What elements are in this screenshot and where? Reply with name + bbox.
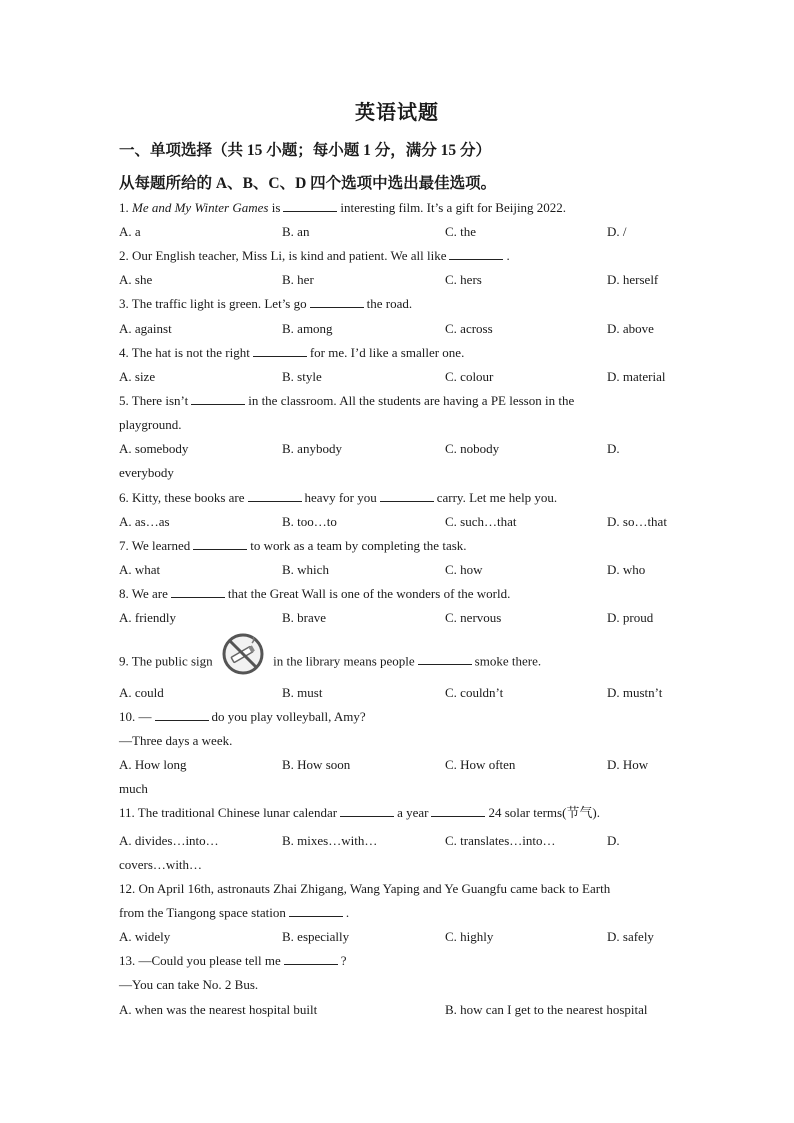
- question-11: 11. The traditional Chinese lunar calendar a year 24 solar terms(节气).: [119, 805, 601, 820]
- option-a: A. as…as: [119, 514, 170, 529]
- option-d: D.: [607, 441, 620, 456]
- answer-blank: [284, 952, 338, 965]
- answer-blank: [340, 804, 394, 817]
- option-b: B. How soon: [282, 757, 351, 772]
- question-9: 9. The public sign in the library means people smoke there.: [119, 633, 541, 692]
- question-10: 10. — do you play volleyball, Amy?: [119, 709, 366, 724]
- option-d-wrap: everybody: [119, 465, 174, 480]
- option-a: A. somebody: [119, 441, 189, 456]
- answer-blank: [193, 537, 247, 550]
- answer-blank: [418, 652, 472, 665]
- answer-blank: [171, 585, 225, 598]
- answer-blank: [283, 199, 337, 212]
- question-8: 8. We are that the Great Wall is one of the wonders of the world.: [119, 586, 511, 601]
- option-b: B. how can I get to the nearest hospital: [445, 1002, 648, 1017]
- option-b: B. brave: [282, 610, 327, 625]
- no-smoking-sign-icon: [222, 633, 264, 692]
- answer-blank: [289, 904, 343, 917]
- option-c: C. the: [445, 224, 477, 239]
- question-4: 4. The hat is not the right for me. I’d like a smaller one.: [119, 345, 465, 360]
- option-d: D. material: [607, 369, 666, 384]
- option-d: D. mustn’t: [607, 685, 663, 700]
- option-c: C. couldn’t: [445, 685, 504, 700]
- option-a: A. she: [119, 272, 153, 287]
- answer-blank: [449, 247, 503, 260]
- option-d-wrap: covers…with…: [119, 857, 203, 872]
- option-a: A. How long: [119, 757, 187, 772]
- question-10-reply: —Three days a week.: [119, 733, 233, 748]
- option-a: A. friendly: [119, 610, 177, 625]
- option-c: C. translates…into…: [445, 833, 556, 848]
- option-c: C. colour: [445, 369, 494, 384]
- option-a: A. widely: [119, 929, 171, 944]
- option-c: C. such…that: [445, 514, 517, 529]
- option-b: B. an: [282, 224, 310, 239]
- question-13-reply: —You can take No. 2 Bus.: [119, 977, 259, 992]
- option-a: A. could: [119, 685, 164, 700]
- option-d: D. How: [607, 757, 649, 772]
- option-a: A. when was the nearest hospital built: [119, 1002, 318, 1017]
- option-a: A. a: [119, 224, 141, 239]
- option-d: D. herself: [607, 272, 659, 287]
- question-3: 3. The traffic light is green. Let’s go the road.: [119, 296, 413, 311]
- option-d: D. proud: [607, 610, 654, 625]
- option-c: C. across: [445, 321, 493, 336]
- question-2: 2. Our English teacher, Miss Li, is kind and patient. We all like .: [119, 248, 510, 263]
- answer-blank: [253, 344, 307, 357]
- answer-blank: [191, 392, 245, 405]
- option-b: B. anybody: [282, 441, 342, 456]
- question-1: 1. Me and My Winter Games is interesting film. It’s a gift for Beijing 2022.: [119, 200, 567, 215]
- section-heading: 一、单项选择（共 15 小题；每小题 1 分，满分 15 分）: [119, 142, 492, 159]
- question-7: 7. We learned to work as a team by completing the task.: [119, 538, 467, 553]
- option-d: D. so…that: [607, 514, 667, 529]
- option-b: B. her: [282, 272, 314, 287]
- option-d: D. /: [607, 224, 627, 239]
- option-d-wrap: much: [119, 781, 148, 796]
- option-b: B. style: [282, 369, 322, 384]
- page-title: 英语试题: [355, 102, 439, 124]
- question-5: 5. There isn’t in the classroom. All the students are having a PE lesson in the: [119, 393, 575, 408]
- question-6: 6. Kitty, these books are heavy for you carry. Let me help you.: [119, 490, 558, 505]
- answer-blank: [431, 804, 485, 817]
- option-d: D.: [607, 833, 620, 848]
- answer-blank: [248, 489, 302, 502]
- answer-blank: [155, 708, 209, 721]
- option-b: B. especially: [282, 929, 350, 944]
- option-c: C. How often: [445, 757, 516, 772]
- question-12: 12. On April 16th, astronauts Zhai Zhigang, Wang Yaping and Ye Guangfu came back to Earth: [119, 881, 611, 896]
- option-a: A. what: [119, 562, 161, 577]
- option-c: C. nobody: [445, 441, 500, 456]
- option-c: C. hers: [445, 272, 482, 287]
- answer-blank: [310, 295, 364, 308]
- section-instruction: 从每题所给的 A、B、C、D 四个选项中选出最佳选项。: [119, 175, 497, 192]
- option-b: B. among: [282, 321, 333, 336]
- option-c: C. nervous: [445, 610, 502, 625]
- option-c: C. highly: [445, 929, 494, 944]
- option-a: A. size: [119, 369, 156, 384]
- option-d: D. above: [607, 321, 654, 336]
- question-13: 13. —Could you please tell me ?: [119, 953, 347, 968]
- option-b: B. too…to: [282, 514, 337, 529]
- question-5-continued: playground.: [119, 417, 182, 432]
- option-c: C. how: [445, 562, 483, 577]
- option-b: B. mixes…with…: [282, 833, 378, 848]
- option-d: D. safely: [607, 929, 654, 944]
- option-b: B. which: [282, 562, 329, 577]
- option-a: A. against: [119, 321, 172, 336]
- option-a: A. divides…into…: [119, 833, 219, 848]
- question-12-continued: from the Tiangong space station .: [119, 905, 350, 920]
- answer-blank: [380, 489, 434, 502]
- option-d: D. who: [607, 562, 646, 577]
- option-b: B. must: [282, 685, 323, 700]
